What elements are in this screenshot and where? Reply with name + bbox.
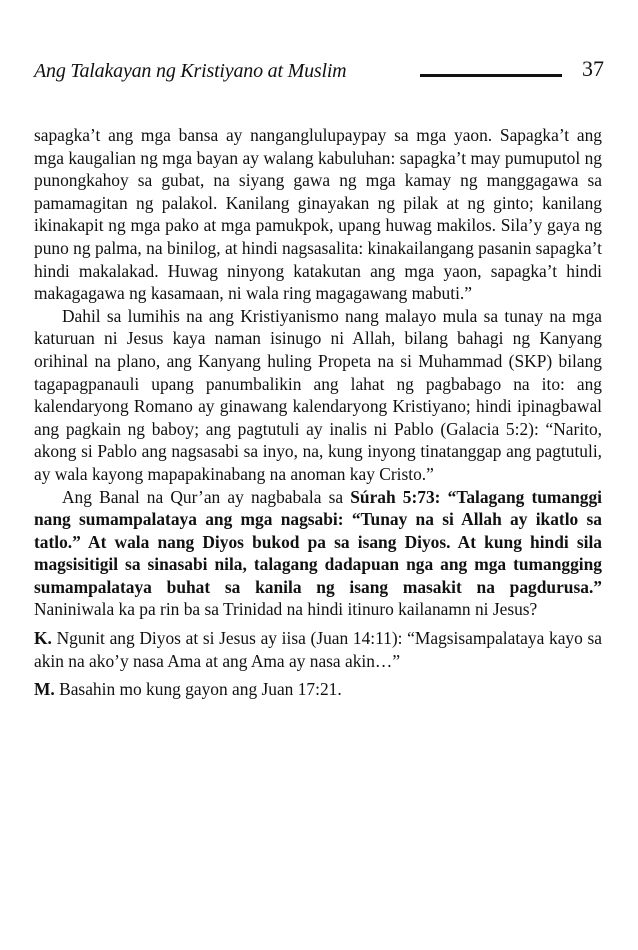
dialogue-m	[34, 678, 602, 701]
page-number: 37	[582, 56, 604, 81]
surah-reference: Súrah 5:73:	[350, 486, 441, 507]
speaker-k-text: Ngunit ang Diyos at si Jesus ay iisa (Juan 14:11): “Magsisampalataya kayo sa akin na ako’y nasa Ama at ang Ama ay nasa akin…”	[34, 628, 602, 671]
paragraph-history: Dahil sa lumihis na ang Kristiyanismo nang malayo mula sa tunay na mga katuruan ni Jesus kaya naman isinugo ni Allah, bilang bahagi ng Kanyang orihinal na plano, ang Kanyang huling Propeta na si Muhammad (SKP) bilang tagapagpanauli upang panumbalikin ang lahat ng pagbabago na ito: ang kalendaryong Romano ay ginawang kalendaryong Kristiyano; hindi ipinagbawal ang pagkain ng baboy; ang pagtutuli ay inalis ni Pablo (Galacia 5:2): “Narito, akong si Pablo ang nagsasabi sa inyo, na, kung inyong tinatanggap ang pagtutuli, ay wala kayong mapapakinabang na anoman kay Cristo.”	[34, 305, 602, 484]
paragraph-quran-intro: Ang Banal na Qur’an ay nagbabala sa	[62, 486, 351, 507]
paragraph-quran-question: Naniniwala ka pa rin ba sa Trinidad na hindi itinuro kailanamn ni Jesus?	[34, 599, 538, 620]
header-rule	[420, 74, 562, 77]
dialogue-k	[34, 627, 602, 672]
paragraph-quote-continuation: sapagka’t ang mga bansa ay nanganglulupaypay sa mga yaon. Sapagka’t ang mga kaugalian ng mga bayan ay walang kabuluhan: sapagka’t may pumuputol ng punongkahoy sa gubat, na siyang gawa ng mga kamay ng manggagawa sa pamamagitan ng palakol. Kanilang ginayakan ng pilak at ng ginto; kanilang ikinakapit ng mga pako at mga pamukpok, upang huwag makilos. Sila’y gaya ng puno ng palma, na binilog, at hindi nagsasalita: kinakailangang pasanin sapagka’t hindi makalakad. Huwag ninyong katakutan ang mga yaon, sapagka’t hindi makagagawa ng kasamaan, ni wala ring magagawang mabuti.”	[34, 125, 602, 304]
speaker-m-label: M.	[34, 679, 55, 700]
page-body	[34, 124, 602, 701]
speaker-k-label: K.	[34, 628, 52, 649]
running-title: Ang Talakayan ng Kristiyano at Muslim	[34, 60, 347, 82]
page-header	[34, 56, 604, 90]
surah-quote: “Talagang tumanggi nang sumampalataya ang mga nagsabi: “Tunay na si Allah ay ikatlo sa tatlo.” At wala nang Diyos bukod pa sa isang Diyos. At kung hindi sila magsisitigil sa sinasabi nila, talagang dadapuan nga ang mga tumangging sumampalataya buhat sa kanila ng isang masakit na pagdurusa.”	[34, 486, 602, 597]
paragraph-quran	[34, 486, 602, 622]
speaker-m-text: Basahin mo kung gayon ang Juan 17:21.	[54, 679, 342, 700]
